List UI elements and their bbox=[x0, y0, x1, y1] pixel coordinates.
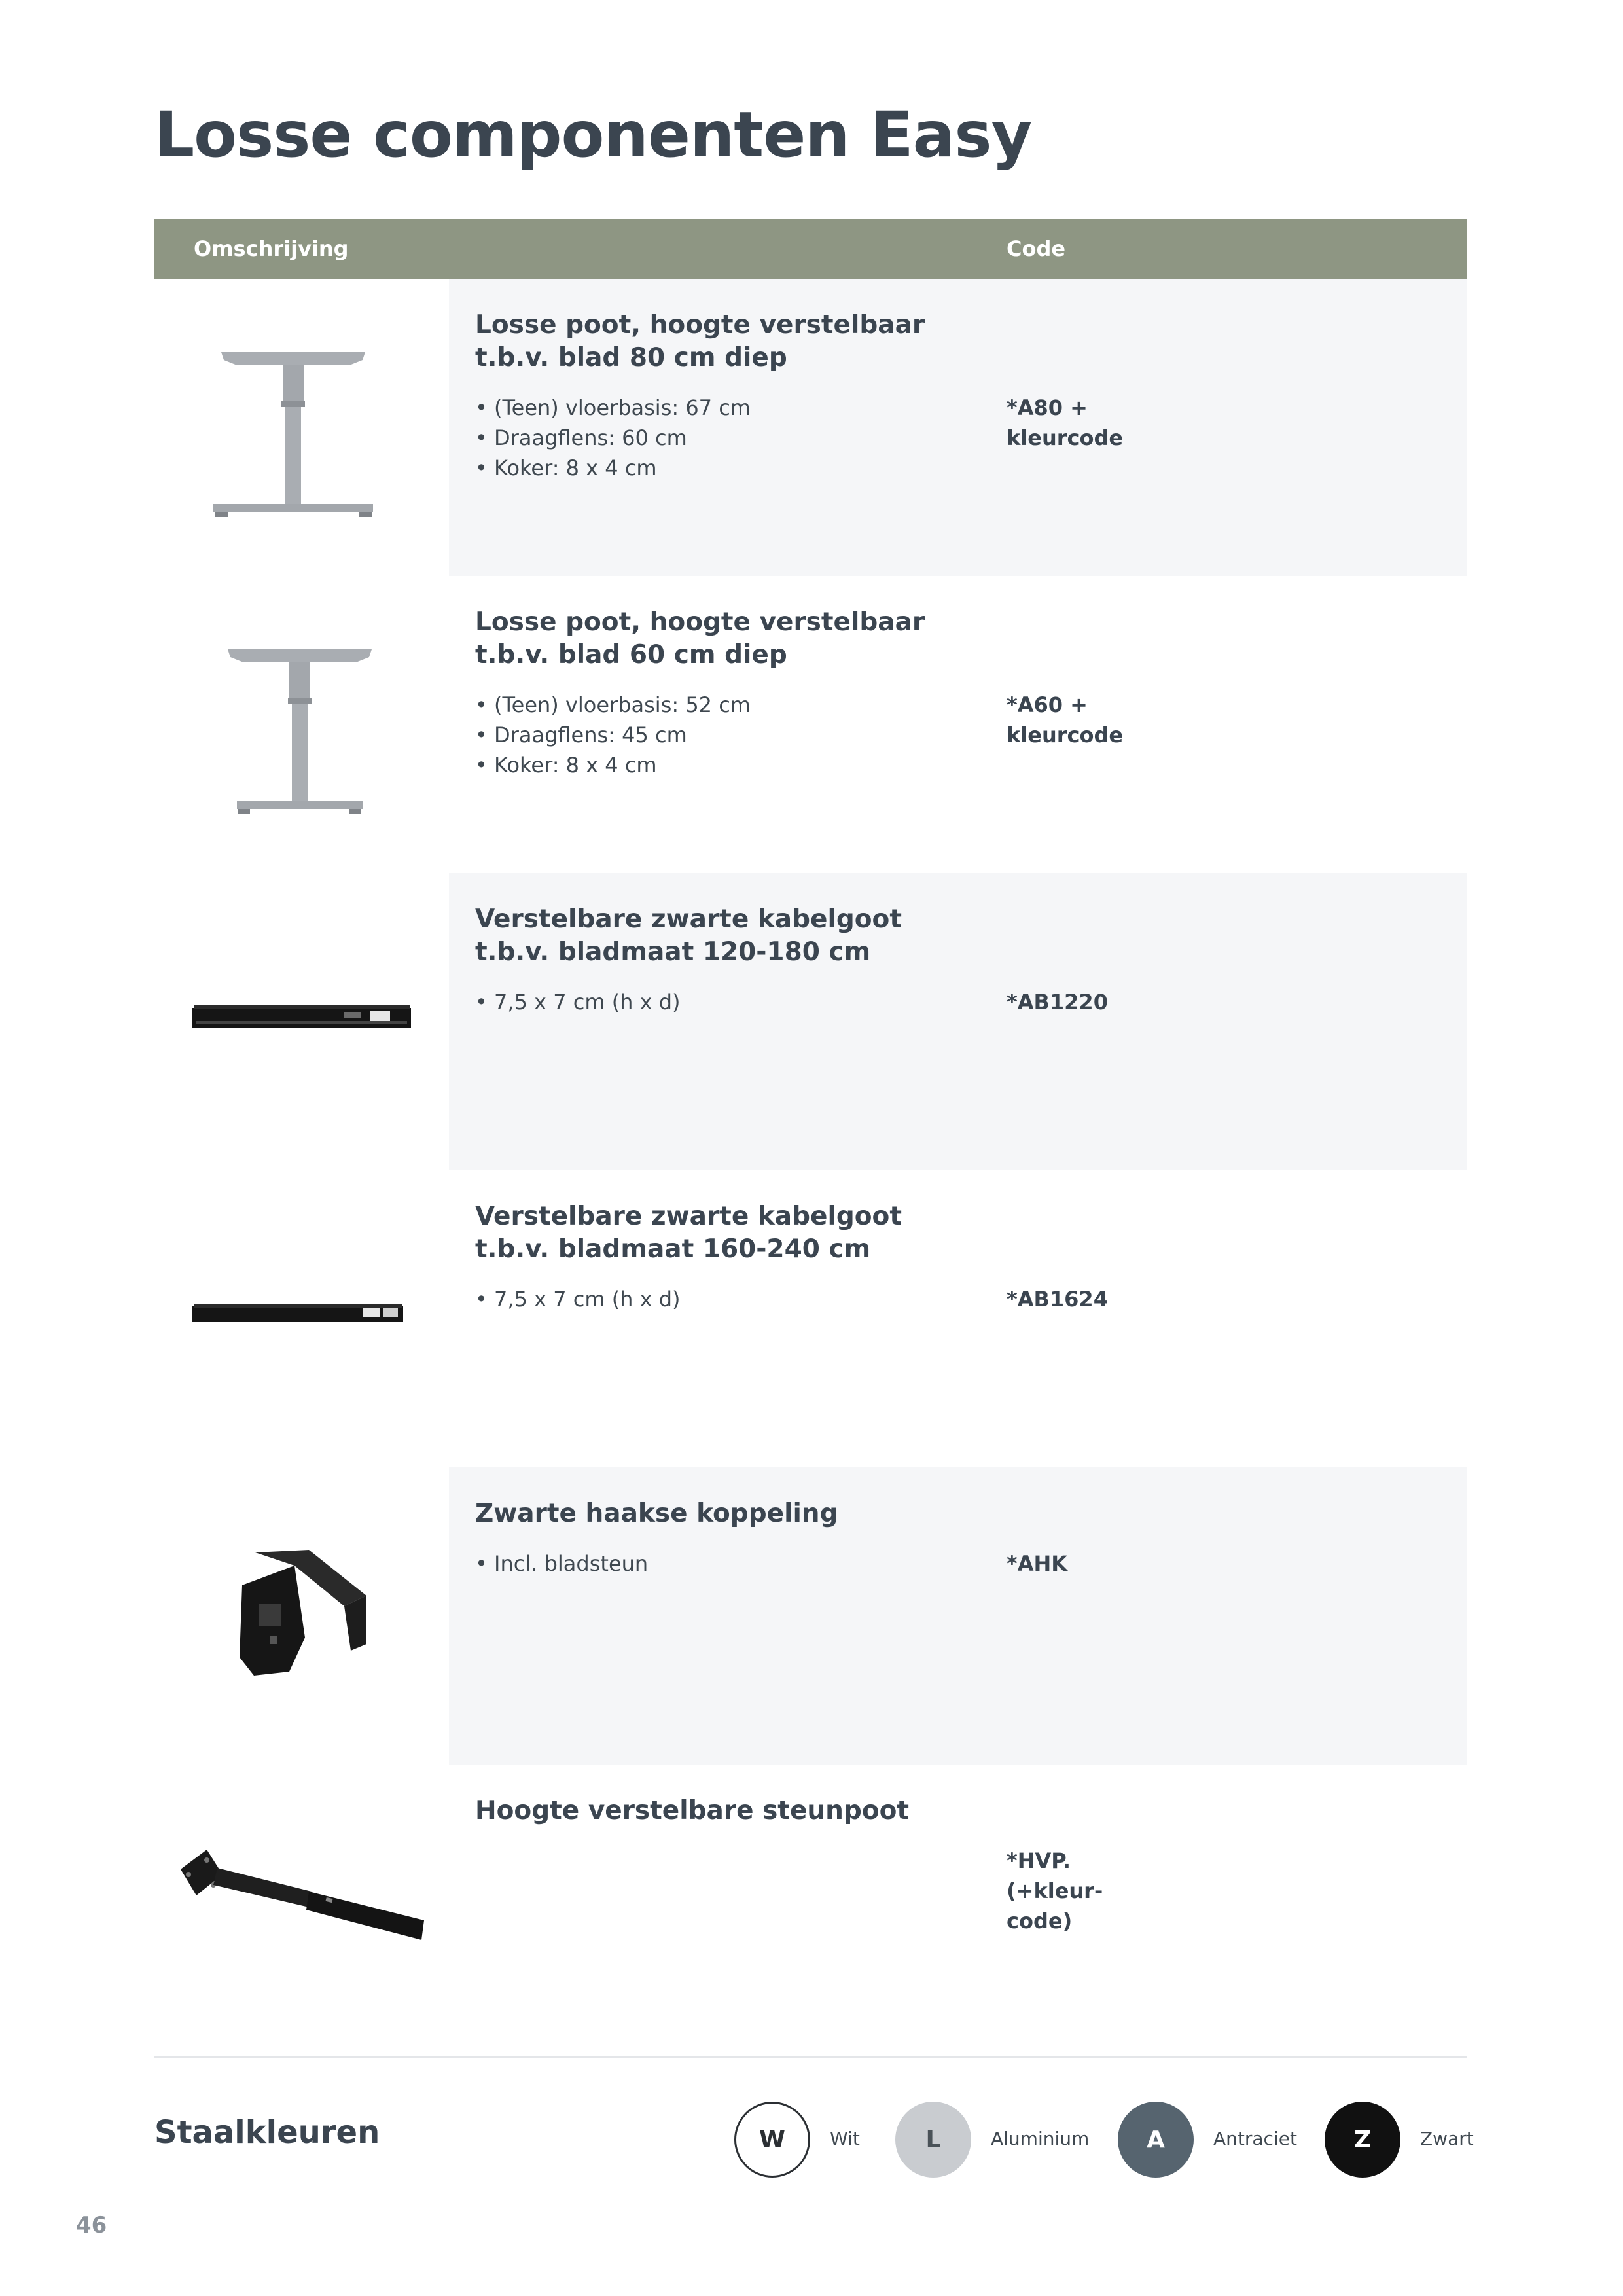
product-specs bbox=[475, 1549, 648, 1579]
spec-item: • Draagflens: 60 cm bbox=[475, 423, 751, 453]
desk-leg-icon bbox=[154, 576, 429, 873]
table-row bbox=[154, 1170, 1467, 1467]
table-row bbox=[154, 576, 1467, 873]
product-specs bbox=[475, 690, 751, 780]
product-title: Losse poot, hoogte verstelbaar t.b.v. blad 80 cm diep bbox=[475, 310, 925, 372]
spec-item: • (Teen) vloerbasis: 52 cm bbox=[475, 690, 751, 720]
spec-item: • 7,5 x 7 cm (h x d) bbox=[475, 987, 681, 1017]
table-row bbox=[154, 1467, 1467, 1765]
product-specs bbox=[475, 393, 751, 483]
swatch-label: Antraciet bbox=[1213, 2128, 1297, 2149]
table-row bbox=[154, 1765, 1467, 2062]
swatch-zwart: Z bbox=[1325, 2102, 1400, 2178]
product-code: *A60 + kleurcode bbox=[1007, 692, 1124, 747]
product-specs bbox=[475, 987, 681, 1017]
product-code: *AB1624 bbox=[1007, 1287, 1108, 1312]
product-specs bbox=[475, 1284, 681, 1314]
product-title: Verstelbare zwarte kabelgoot t.b.v. bladmaat 120-180 cm bbox=[475, 905, 902, 967]
table-row bbox=[154, 873, 1467, 1170]
swatch-label: Aluminium bbox=[991, 2128, 1090, 2149]
product-code: *HVP. (+kleur- code) bbox=[1007, 1848, 1103, 1933]
header-code: Code bbox=[1007, 236, 1066, 261]
product-code: *A80 + kleurcode bbox=[1007, 395, 1124, 450]
swatch-label: Wit bbox=[830, 2128, 860, 2149]
table-header bbox=[154, 219, 1467, 279]
colors-section-title: Staalkleuren bbox=[154, 2114, 380, 2151]
spec-item: • 7,5 x 7 cm (h x d) bbox=[475, 1284, 681, 1314]
swatch-aluminium: L bbox=[895, 2102, 971, 2178]
spec-item: • Draagflens: 45 cm bbox=[475, 720, 751, 750]
support-leg-icon bbox=[154, 1765, 429, 2062]
product-code: *AB1220 bbox=[1007, 990, 1108, 1014]
cable-tray-icon bbox=[154, 873, 429, 1170]
table-row bbox=[154, 279, 1467, 576]
product-code: *AHK bbox=[1007, 1551, 1068, 1576]
spec-item: • Koker: 8 x 4 cm bbox=[475, 750, 751, 780]
page-title: Losse componenten Easy bbox=[154, 98, 1032, 171]
product-title: Hoogte verstelbare steunpoot bbox=[475, 1796, 910, 1825]
section-divider bbox=[154, 2056, 1467, 2058]
product-title: Losse poot, hoogte verstelbaar t.b.v. blad 60 cm diep bbox=[475, 607, 925, 670]
page-number: 46 bbox=[76, 2212, 107, 2238]
swatch-wit: W bbox=[734, 2102, 810, 2178]
swatch-antraciet: A bbox=[1118, 2102, 1194, 2178]
product-title: Zwarte haakse koppeling bbox=[475, 1499, 838, 1528]
swatch-label: Zwart bbox=[1420, 2128, 1474, 2149]
spec-item: • Incl. bladsteun bbox=[475, 1549, 648, 1579]
product-title: Verstelbare zwarte kabelgoot t.b.v. bladmaat 160-240 cm bbox=[475, 1202, 902, 1264]
header-description: Omschrijving bbox=[194, 236, 349, 261]
desk-leg-icon bbox=[154, 279, 429, 576]
angle-coupling-icon bbox=[154, 1467, 429, 1765]
spec-item: • (Teen) vloerbasis: 67 cm bbox=[475, 393, 751, 423]
spec-item: • Koker: 8 x 4 cm bbox=[475, 453, 751, 483]
cable-tray-icon bbox=[154, 1170, 429, 1467]
